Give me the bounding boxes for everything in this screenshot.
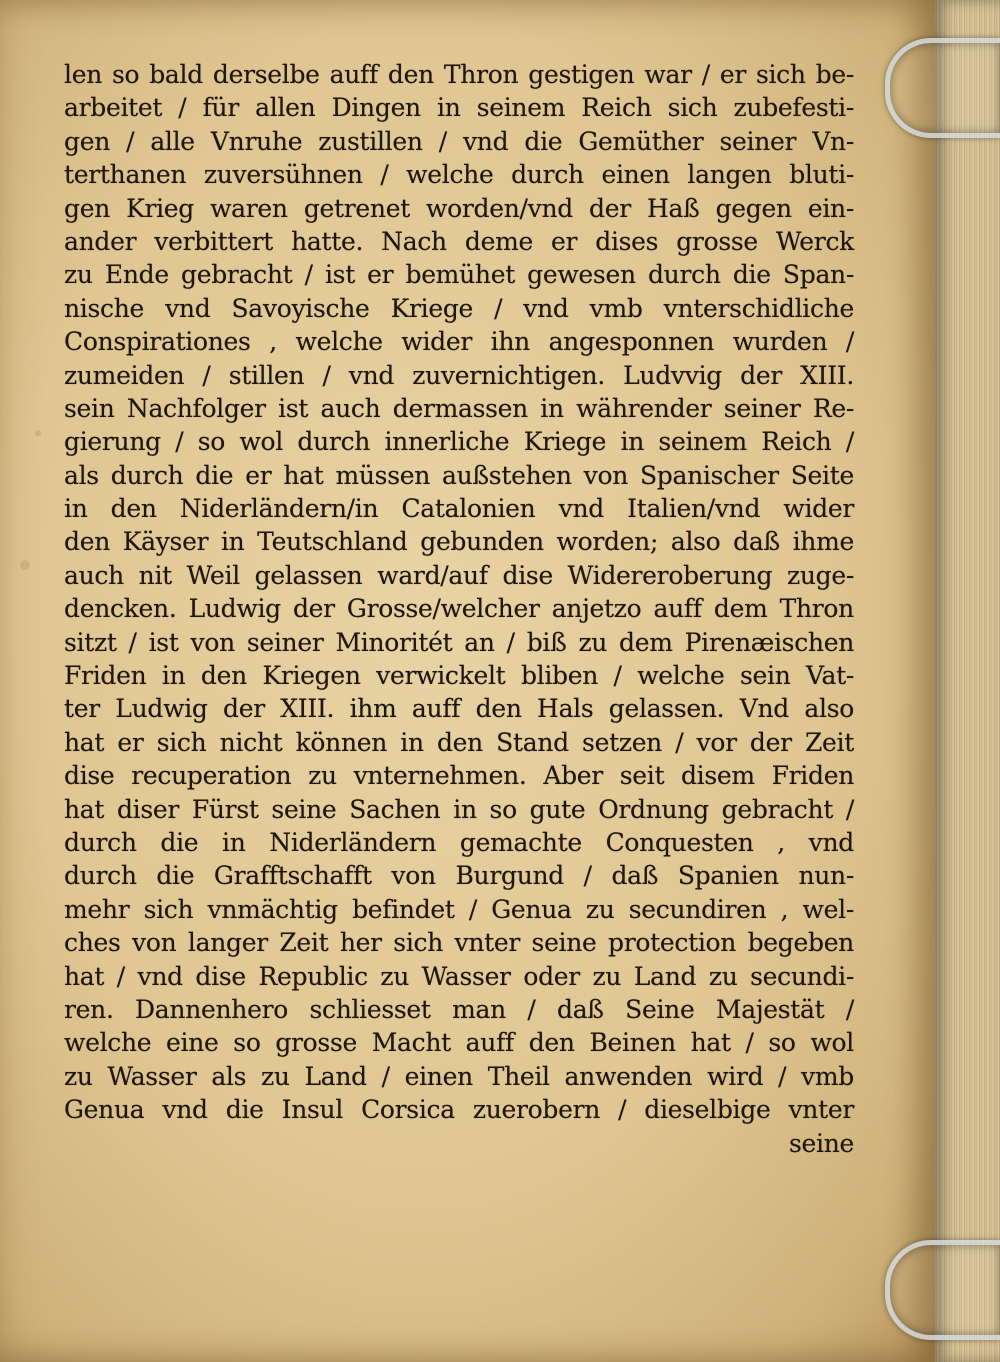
paper-stain xyxy=(35,430,41,436)
page-text xyxy=(64,58,854,1160)
text-line: gierung / so wol durch innerliche Kriege in seinem Reich / xyxy=(64,427,854,457)
text-line: zu Ende gebracht / ist er bemühet gewesen durch die Span- xyxy=(64,260,854,290)
text-line: Genua vnd die Insul Corsica zuerobern / dieselbige vnter xyxy=(64,1095,854,1125)
text-line: den Käyser in Teutschland gebunden worden; also daß ihme xyxy=(64,527,854,557)
text-line: ter Ludwig der XIII. ihm auff den Hals gelassen. Vnd also xyxy=(64,694,854,724)
text-line: terthanen zuversühnen / welche durch einen langen bluti- xyxy=(64,160,854,190)
book-clamp-bottom xyxy=(885,1240,1000,1340)
text-line: ander verbittert hatte. Nach deme er dises grosse Werck xyxy=(64,226,854,256)
text-line: welche eine so grosse Macht auff den Beinen hat / so wol xyxy=(64,1028,854,1058)
catchword: seine xyxy=(788,1128,854,1158)
text-line: auch nit Weil gelassen ward/auf dise Widereroberung zuge- xyxy=(64,560,854,590)
text-line: hat er sich nicht können in den Stand setzen / vor der Zeit xyxy=(64,727,854,757)
text-line: len so bald derselbe auff den Thron gestigen war / er sich be- xyxy=(64,60,854,89)
text-line: sein Nachfolger ist auch dermassen in währender seiner Re- xyxy=(64,393,854,423)
text-line: sitzt / ist von seiner Minoritét an / biß zu dem Pirenæischen xyxy=(64,627,854,657)
text-line: hat / vnd dise Republic zu Wasser oder zu Land zu secundi- xyxy=(64,961,854,991)
text-line: als durch die er hat müssen außstehen von Spanischer Seite xyxy=(64,460,854,490)
text-line: durch die Grafftschafft von Burgund / daß Spanien nun- xyxy=(64,861,854,891)
text-line: zumeiden / stillen / vnd zuvernichtigen. Ludvvig der XIII. xyxy=(64,360,854,390)
text-line: ches von langer Zeit her sich vnter seine protection begeben xyxy=(64,928,854,958)
text-line: ren. Dannenhero schliesset man / daß Seine Majestät / xyxy=(64,994,854,1024)
text-line: Conspirationes , welche wider ihn angesponnen wurden / xyxy=(64,327,854,357)
text-line: in den Niderländern/in Catalonien vnd Italien/vnd wider xyxy=(64,494,854,524)
text-line: arbeitet / für allen Dingen in seinem Reich sich zubefesti- xyxy=(64,93,854,123)
text-line: nische vnd Savoyische Kriege / vnd vmb vnterschidliche xyxy=(64,293,854,323)
text-line: gen Krieg waren getrenet worden/vnd der Haß gegen ein- xyxy=(64,193,854,223)
text-line: hat diser Fürst seine Sachen in so gute Ordnung gebracht / xyxy=(64,794,854,824)
text-line: mehr sich vnmächtig befindet / Genua zu secundiren , wel- xyxy=(64,894,854,924)
text-line: dise recuperation zu vnternehmen. Aber seit disem Friden xyxy=(64,761,854,791)
text-line: durch die in Niderländern gemachte Conquesten , vnd xyxy=(64,827,854,857)
text-line: gen / alle Vnruhe zustillen / vnd die Gemüther seiner Vn- xyxy=(64,126,854,156)
text-line: zu Wasser als zu Land / einen Theil anwenden wird / vmb xyxy=(64,1061,854,1091)
text-line: Friden in den Kriegen verwickelt bliben / welche sein Vat- xyxy=(64,661,854,691)
page-edge-stack xyxy=(935,0,1000,1362)
book-clamp-top xyxy=(885,38,1000,138)
paper-stain xyxy=(20,560,30,570)
text-line: dencken. Ludwig der Grosse/welcher anjetzo auff dem Thron xyxy=(64,594,854,624)
